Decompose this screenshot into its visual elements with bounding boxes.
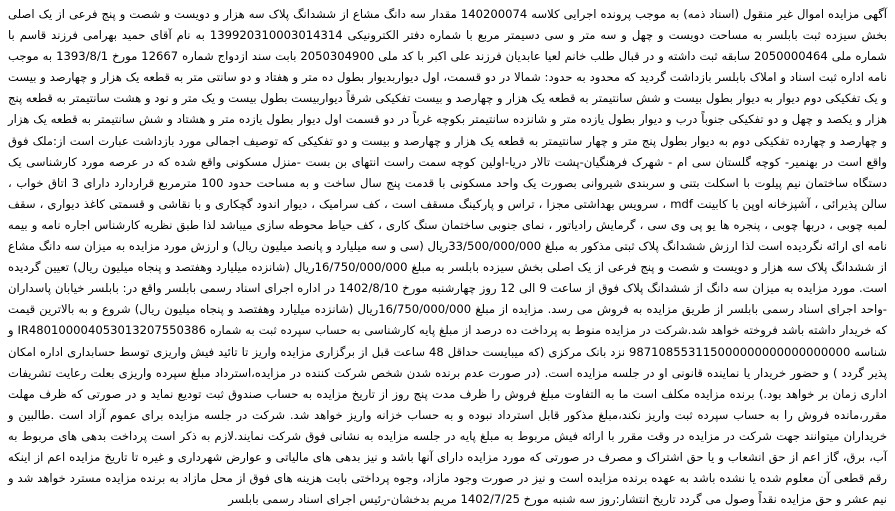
- notice-body-text: آگهی مزایده اموال غیر منقول (اسناد ذمه) به موجب پرونده اجرایی کلاسه 140200074 مقدار سه دانگ مشاع از ششدانگ پلاک سه هزار و دویست و شصت و پنج فرعی از یک اصلی بخش سیزده ثبت بابلسر به مساحت دویست و چهل و سه متر و سی دسیمتر مربع با شماره دفتر الکترونیکی 139920310003014314 به نام آقای حمید بهرامی فرزند قاسم با شماره ملی 2050000464 سابقه ثبت داشته و در قبال طلب خانم لعیا عابدیان فرزند علی اکبر با کد ملی 2050304900 بابت سند ازدواج شماره 12667 مورخ 1393/8/1 به موجب نامه اداره ثبت اسناد و املاک بابلسر بازداشت گردید که محدود به حدود: شمالا در دو قسمت، اول دیواربدیوار بطول ده متر و هفتاد و دو سانتی متر به قطعه یک هزار و چهارصد و بیست و یک تفکیکی دوم دیوار به دیوار بطول بیست و شش سانتیمتر به قطعه یک هزار و چهارصد و بیست تفکیکی شرقاً دیواربیست بطول بیست و یک متر و نود و هشت سانتیمتر به قطعه پنج هزار و یکصد و چهل و دو تفکیکی جنوباً درب و دیوار بطول یازده متر و شانزده سانتیمتر بکوچه غرباً در دو قسمت اول دیوار بطول یازده متر و هشتاد و شش سانتیمتر به قطعه یک هزار و چهارصد و چهارده تفکیکی دوم به دیوار بطول پنج متر و چهار سانتیمتر به قطعه یک هزار و چهارصد و بیست و دو تفکیکی که توصیف اجمالی مورد بازداشت عبارت است از:ملک فوق واقع است در بهنمیر- کوچه گلستان سی ام - شهرک فرهنگیان-پشت تالار دریا-اولین کوچه سمت راست انتهای بن بست -منزل مسکونی واقع شده که در عرصه مورد کارشناسی یک دستگاه ساختمان نیم پیلوت با اسکلت بتنی و سربندی شیروانی بصورت یک واحد مسکونی با قدمت پنج سال ساخت و به مساحت حدود 100 مترمربع قراردارد دارای 3 اتاق خواب ، سالن پذیرائی ، آشپزخانه اوپن با کابینت mdf ، سرویس بهداشتی مجزا ، تراس و پارکینگ مسقف است ، کف سرامیک ، دیوار اندود گچکاری و با نقاشی و قسمتی کاغذ دیواری ، سقف لمبه چوبی ، دربها چوبی ، پنجره ها یو پی وی سی ، گرمایش رادیاتور ، نمای جنوبی ساختمان سنگ کاری ، کف حیاط محوطه سازی میباشد لذا طبق نظریه کارشناس اجاره نامه و بیمه نامه ای ارائه نگردیده است لذا ارزش ششدانگ پلاک ثبتی مذکور به مبلغ 33/500/000/000ریال (سی و سه میلیارد و پانصد میلیون ریال) و ارزش مورد مزایده به میزان سه دانگ مشاع از ششدانگ پلاک سه هزار و دویست و شصت و پنج فرعی از یک اصلی بخش سیزده بابلسر به مبلغ 16/750/000/000ریال (شانزده میلیارد وهفتصد و پنجاه میلیون ریال) تعیین گردیده است. مورد مزایده به میزان سه دانگ از ششدانگ پلاک فوق از ساعت 9 الی 12 روز چهارشنبه مورخ 1402/8/10 در اداره اجرای اسناد رسمی بابلسر واقع در: بابلسر خیابان پاسداران -واحد اجرای اسناد رسمی بابلسر از طریق مزایده به فروش می رسد. مزایده از مبلغ 16/750/000/000ریال (شانزده میلیارد وهفتصد و پنجاه میلیون ریال) شروع و به بالاترین قیمت که خریدار داشته باشد فروخته خواهد شد.شرکت در مزایده منوط به پرداخت ده درصد از مبلغ پایه کارشناسی به حساب سپرده ثبت به شماره IR480100004053013207550386 و شناسه 987108553115000000000000000000 نزد بانک مرکزی (که میبایست حداقل 48 ساعت قبل از برگزاری مزایده واریز تا تائید فیش واریزی توسط حسابداری اداره امکان پذیر گردد ) و حضور خریدار یا نماینده قانونی او در جلسه مزایده است. (در صورت عدم برنده شدن شخص شرکت کننده در مزایده،استرداد مبلغ سپرده واریزی بعلت رعایت تشریفات اداری زمان بر خواهد بود.) برنده مزایده مکلف است ما به التفاوت مبلغ فروش را ظرف مدت پنج روز از تاریخ مزایده به حساب صندوق ثبت تودیع نماید و در صورتی که ظرف مهلت مقرر،مانده فروش را به حساب سپرده ثبت واریز نکند،مبلغ مذکور قابل استرداد نبوده و به حساب خزانه واریز خواهد شد. شرکت در جلسه مزایده برای عموم آزاد است .طالبین و خریداران میتوانند جهت شرکت در مزایده در وقت مقرر با ارائه فیش مربوط به مبلغ پایه در جلسه مزایده به نشانی فوق شرکت نمایند.لازم به ذکر است پرداخت بدهی های مربوط به آب، برق، گاز اعم از حق انشعاب و یا حق اشتراک و مصرف در صورتی که مورد مزایده دارای آنها باشد و نیز بدهی های مالیاتی و عوارض شهرداری و غیره تا تاریخ مزایده اعم از اینکه رقم قطعی آن معلوم شده یا نشده باشد به عهده برنده مزایده است و نیز در صورت وجود مازاد، وجوه پرداختی بابت هزینه های فوق از محل مازاد به برنده مزایده مسترد خواهد شد و نیم عشر و حق مزایده نقداً وصول می گردد تاریخ انتشار:روز سه شنبه مورخ 1402/7/25 مریم بدخشان-رئیس اجرای اسناد رسمی بابلسر: [8, 7, 888, 507]
